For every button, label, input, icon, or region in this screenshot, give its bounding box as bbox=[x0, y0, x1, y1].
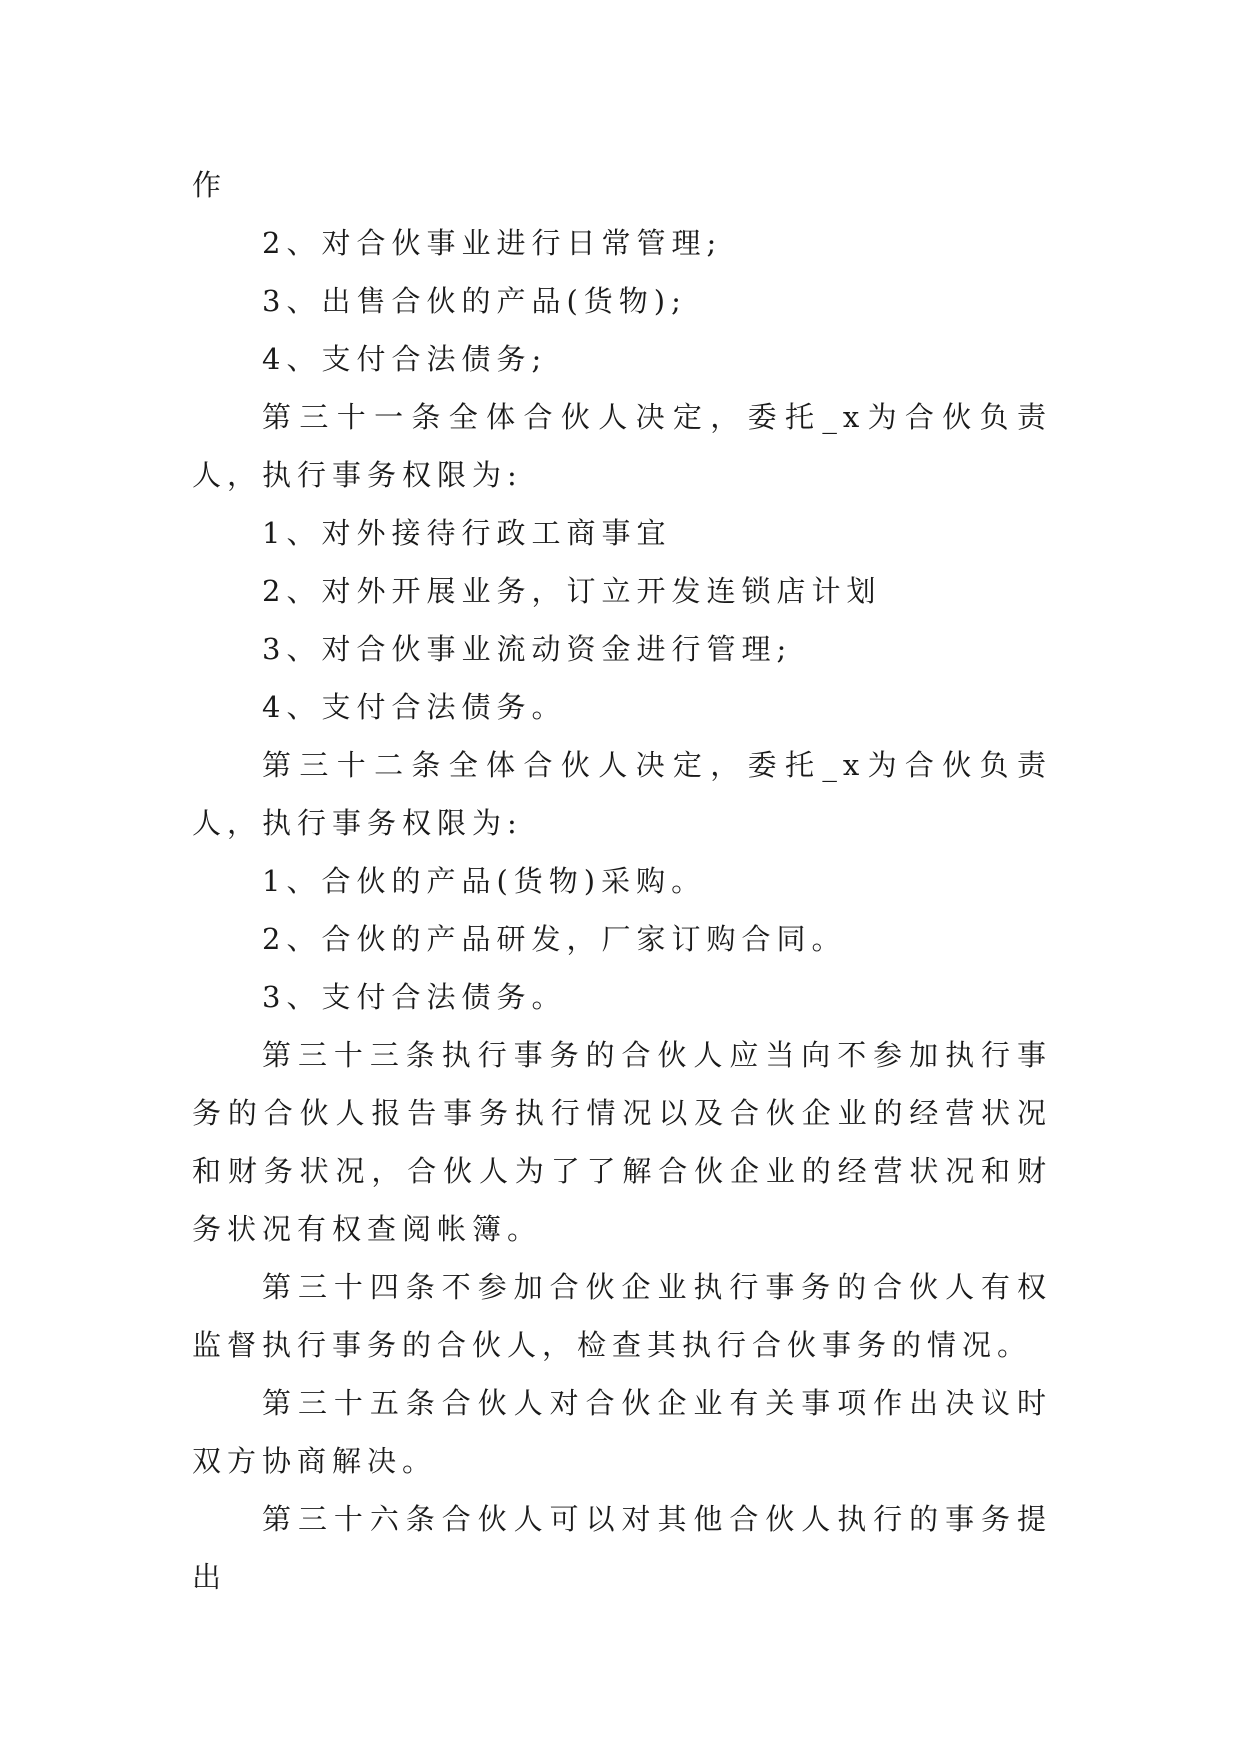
list-item: 4、支付合法债务。 bbox=[262, 690, 567, 724]
article-paragraph: 第三十一条全体合伙人决定，委托_x为合伙负责人，执行事务权限为: bbox=[192, 400, 1052, 492]
list-item: 2、合伙的产品研发，厂家订购合同。 bbox=[262, 922, 847, 956]
list-item: 2、对外开展业务，订立开发连锁店计划 bbox=[262, 574, 882, 608]
document-body bbox=[192, 156, 1052, 1606]
list-item: 4、支付合法债务; bbox=[262, 342, 548, 376]
list-item: 1、合伙的产品(货物)采购。 bbox=[262, 864, 707, 898]
article-paragraph: 第三十五条合伙人对合伙企业有关事项作出决议时双方协商解决。 bbox=[192, 1386, 1052, 1478]
list-item: 3、出售合伙的产品(货物); bbox=[262, 284, 687, 318]
article-paragraph: 第三十四条不参加合伙企业执行事务的合伙人有权监督执行事务的合伙人，检查其执行合伙事务的情况。 bbox=[192, 1270, 1052, 1362]
list-item: 1、对外接待行政工商事宜 bbox=[262, 516, 672, 550]
list-item: 3、支付合法债务。 bbox=[262, 980, 567, 1014]
article-paragraph: 第三十三条执行事务的合伙人应当向不参加执行事务的合伙人报告事务执行情况以及合伙企业的经营状况和财务状况，合伙人为了了解合伙企业的经营状况和财务状况有权查阅帐簿。 bbox=[192, 1038, 1052, 1246]
paragraph: 作 bbox=[192, 168, 228, 202]
article-paragraph: 第三十六条合伙人可以对其他合伙人执行的事务提出 bbox=[192, 1502, 1052, 1594]
article-paragraph: 第三十二条全体合伙人决定，委托_x为合伙负责人，执行事务权限为: bbox=[192, 748, 1052, 840]
list-item: 3、对合伙事业流动资金进行管理; bbox=[262, 632, 793, 666]
list-item: 2、对合伙事业进行日常管理; bbox=[262, 226, 723, 260]
